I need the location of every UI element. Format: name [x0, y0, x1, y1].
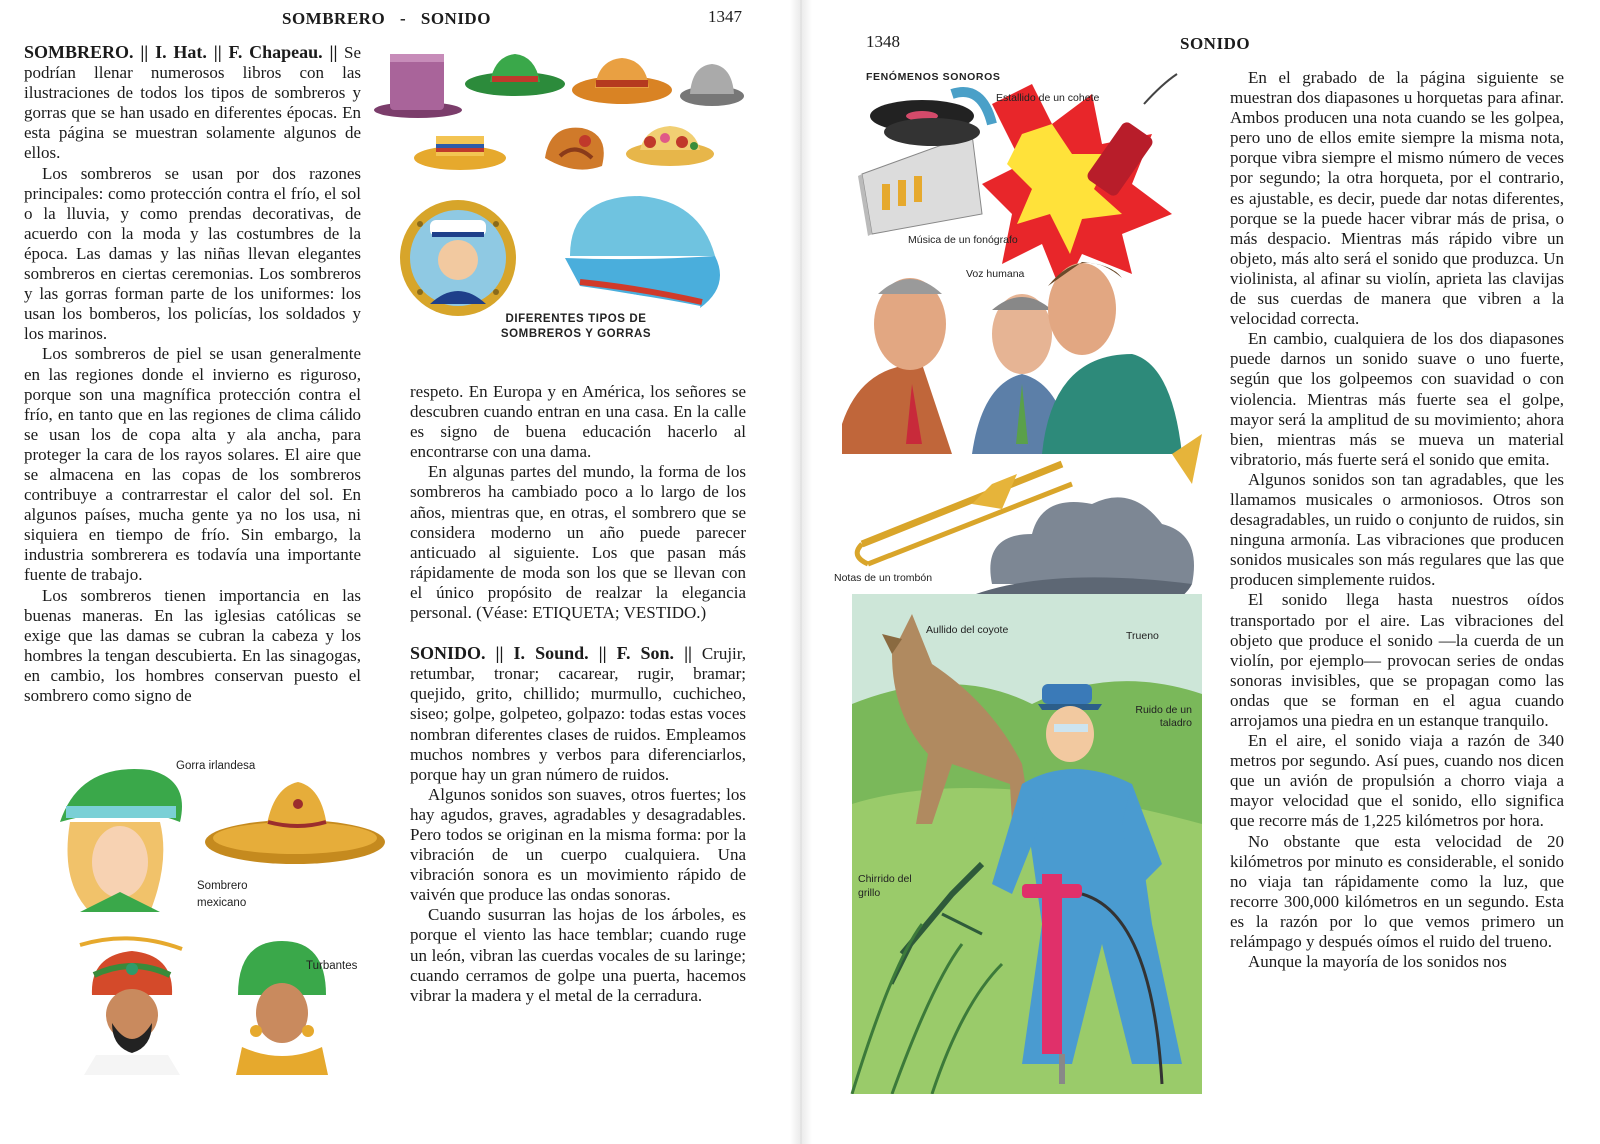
voice-caption: Voz humana	[966, 268, 1025, 280]
hats-illustration	[370, 46, 750, 356]
cricket-caption: Chirrido del grillo	[858, 873, 912, 899]
sonido-paragraph-1	[410, 643, 746, 785]
page-number-right: 1348	[866, 32, 900, 51]
right-page	[800, 0, 1600, 1144]
irish-cap-caption: Gorra irlandesa	[176, 760, 256, 772]
fedora-icon	[572, 58, 672, 104]
sailor-porthole-icon	[400, 200, 516, 316]
blue-cap-icon	[565, 196, 720, 308]
right-paragraph-5: En el aire, el sonido viaja a razón de 340 metros por segundo. Así pues, cuando nos dicen que un avión de propulsión a chorro viaja a mayor velocidad que el sonido, ello significa que recorre más de 1,225 kilómetros por hora.	[1230, 731, 1564, 831]
sound-phenomena-title: FENÓMENOS SONOROS	[866, 71, 1001, 83]
sombrero-entry-head: SOMBRERO. || I. Hat. || F. Chapeau. ||	[24, 42, 338, 62]
turban-man-icon	[80, 938, 182, 1075]
right-paragraph-7: Aunque la mayoría de los sonidos nos	[1248, 952, 1507, 972]
running-head-left	[282, 9, 491, 29]
running-head-word-2: SONIDO	[420, 9, 491, 28]
boater-hat-icon	[414, 136, 506, 170]
thunder-caption: Trueno	[1126, 630, 1159, 642]
phonograph-icon	[858, 92, 992, 236]
turbans-caption: Turbantes	[306, 960, 358, 972]
bonnet-icon	[545, 128, 604, 170]
human-voices-icon	[842, 262, 1182, 454]
irish-cap-girl-icon	[60, 769, 182, 912]
mexican-hat-caption: Sombrero mexicano	[197, 880, 248, 909]
sombrero-icon	[205, 782, 385, 864]
flower-hat-icon	[626, 126, 714, 166]
left-column-2	[410, 382, 746, 1006]
sonido-text-1: Crujir, retumbar, tronar; cacarear, rugir, bramar; quejido, grito, chillido; murmullo, cuchicheo, siseo; golpe, golpeteo, golpazo: todas estas voces nombran diferentes clases de ruidos. Empleamos muchos nombres y verbos para diferenciarlos, porque hay un gran número de ruidos.	[410, 644, 746, 784]
rocket-caption: Estallido de un cohete	[996, 92, 1100, 104]
drill-caption: Ruido de un taladro	[1135, 704, 1192, 729]
running-head-word-1: SOMBRERO	[282, 9, 386, 28]
trombone-caption: Notas de un trombón	[834, 572, 933, 584]
right-paragraph-6: No obstante que esta velocidad de 20 kilómetros por minuto es considerable, el sonido no viaja tan rápidamente como la luz, que recorre 300,000 kilómetros en un segundo. Esta es la razón por lo que vemos primero un relámpago y después oímos el ruido del trueno.	[1230, 831, 1564, 952]
sombrero-paragraph-1	[24, 42, 361, 164]
left-column-1	[24, 42, 361, 706]
turbans-illustration	[70, 935, 340, 1075]
right-column	[1230, 68, 1564, 972]
right-paragraph-2: En cambio, cualquiera de los dos diapasones puede darnos un sonido suave o uno fuerte, según que los golpeemos con suavidad o con violencia. Mientras más fuerte sea el golpe, mayor será la amplitud de su movimiento; ahora bien, mientras más se mueva un material vibratorio, más fuerte será el sonido que emita.	[1230, 329, 1564, 469]
rocket-burst-icon	[982, 74, 1177, 294]
right-paragraph-4: El sonido llega hasta nuestros oídos transportado por el aire. Las vibraciones del objeto que produce el sonido —la cuerda de un violín, por ejemplo— provocan series de ondas sonoras invisibles, que se propagan como las ondas que se forman en el agua cuando arrojamos una piedra en un estanque tranquilo.	[1230, 590, 1564, 730]
phonograph-caption: Música de un fonógrafo	[908, 234, 1018, 246]
bowler-hat-icon	[680, 64, 744, 106]
sonido-paragraph-2: Algunos sonidos son suaves, otros fuertes; los hay agudos, graves, agradables y desagradables. Pero todos se originan en la misma forma: por la vibración de un cuerpo cualquiera. Una vibración sonora es un movimiento rápido de vaivén que produce las ondas sonoras.	[410, 784, 746, 905]
hats-caption: DIFERENTES TIPOS DE SOMBREROS Y GORRAS	[500, 313, 652, 340]
sonido-paragraph-3: Cuando susurran las hojas de los árboles, es porque el viento las hace temblar; cuando ruge un león, vibran las cuerdas vocales de su laringe; cuando cerramos de golpe una puerta, hacemos vibrar la madera y el metal de la cerradura.	[410, 905, 746, 1005]
sombrero-text-1: Se podrían llenar numerosos libros con las ilustraciones de todos los tipos de sombreros y gorras que se han usado en diferentes épocas. En esta página se muestran solamente algunos de ellos.	[24, 43, 361, 163]
right-paragraph-1: En el grabado de la página siguiente se muestran dos diapasones u horquetas para afinar. Ambos producen una nota cuando se les golpea, pero uno de ellos emite siempre la misma nota, porque vibra siempre el mismo número de veces por segundo; la otra horqueta, por el contrario, es ajustable, es decir, puede dar notas diferentes, porque se la puede hacer vibrar más de prisa, o más despacio. Mientras más rápido vibre un objeto, más alto será el sonido que produzca. Un violinista, al afinar su violín, aprieta las clavijas de sus cuerdas de manera que vibren a la velocidad correcta.	[1230, 68, 1564, 329]
sombrero-paragraph-6: En algunas partes del mundo, la forma de los sombreros ha cambiado poco a lo largo de los años, mientras que, en otras, el sombrero que se considera moderno un año puede parecer anticuado al siguiente. Los que pasan más rápidamente de moda son los que se llevan con el único propósito de realzar la elegancia personal. (Véase: ETIQUETA; VESTIDO.)	[410, 462, 746, 623]
running-head-sep: -	[399, 9, 407, 28]
sombrero-paragraph-4: Los sombreros tienen importancia en las buenas maneras. En las iglesias católicas se exige que las damas se cubran la cabeza y los hombres la tengan descubierta. En las sinagogas, en cambio, los hombres conservan puesto el sombrero como signo de	[24, 585, 361, 705]
green-hat-icon	[465, 54, 565, 96]
running-head-right: SONIDO	[1180, 34, 1251, 53]
sombrero-paragraph-5: respeto. En Europa y en América, los señores se descubren cuando entran en una casa. En la calle es signo de buena educación hacerlo al encontrarse con una dama.	[410, 382, 746, 462]
sombrero-paragraph-3: Los sombreros de piel se usan generalmente en las regiones donde el invierno es riguroso, porque son una magnífica protección contra el frío, en tanto que en las regiones de clima cálido se usan los de copa alta y ala ancha, para proteger la cara de los rayos solares. El aire que se almacena en las copas de los sombreros contribuye a contrarrestar el calor del sol. En algunos países, mucha gente ya no los usa, ni siquiera en tiempo de frío. Sin embargo, la industria sombrerera es todavía una importante fuente de trabajo.	[24, 344, 361, 585]
right-paragraph-3: Algunos sonidos son tan agradables, que les llamamos musicales o armoniosos. Otros son desagradables, un ruido o conjunto de ruidos, sin ninguna armonía. Las vibraciones que producen sonidos musicales son más regulares que las que producen simplemente ruidos.	[1230, 469, 1564, 590]
sombrero-paragraph-2: Los sombreros se usan por dos razones principales: como protección contra el frío, el sol o la lluvia, y como prendas decorativas, de acuerdo con la moda y las costumbres de la época. Las damas y las niñas llevan elegantes sombreros en ciertas ceremonias. Los sombreros y las gorras forman parte de los uniformes: los usan los bomberos, los policías, los soldados y los marinos.	[24, 163, 361, 344]
top-hat-icon	[374, 54, 462, 118]
sonido-entry-head: SONIDO. || I. Sound. || F. Son. ||	[410, 643, 693, 664]
page-number-left: 1347	[708, 7, 742, 26]
coyote-caption: Aullido del coyote	[926, 624, 1009, 636]
